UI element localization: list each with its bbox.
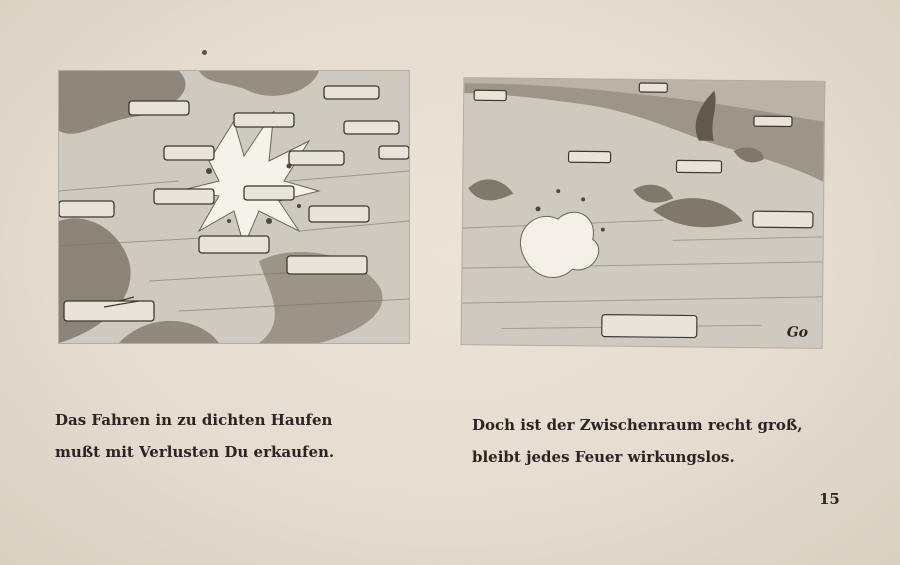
artist-signature: Go <box>786 324 809 341</box>
caption-left <box>55 404 385 468</box>
illustration-dense-formation-drawing <box>59 71 409 343</box>
caption-left-line-1: Das Fahren in zu dichten Haufen <box>55 411 333 429</box>
caption-right-line-2: bleibt jedes Feuer wirkungslos. <box>472 448 735 466</box>
illustration-spread-formation-drawing <box>462 78 825 348</box>
caption-right <box>472 409 832 473</box>
paper-speck <box>202 50 207 55</box>
page-number: 15 <box>819 490 840 508</box>
caption-left-line-2: mußt mit Verlusten Du erkaufen. <box>55 443 335 461</box>
illustration-spread-formation <box>462 78 825 348</box>
illustration-dense-formation <box>59 71 409 343</box>
caption-right-line-1: Doch ist der Zwischenraum recht groß, <box>472 416 803 434</box>
